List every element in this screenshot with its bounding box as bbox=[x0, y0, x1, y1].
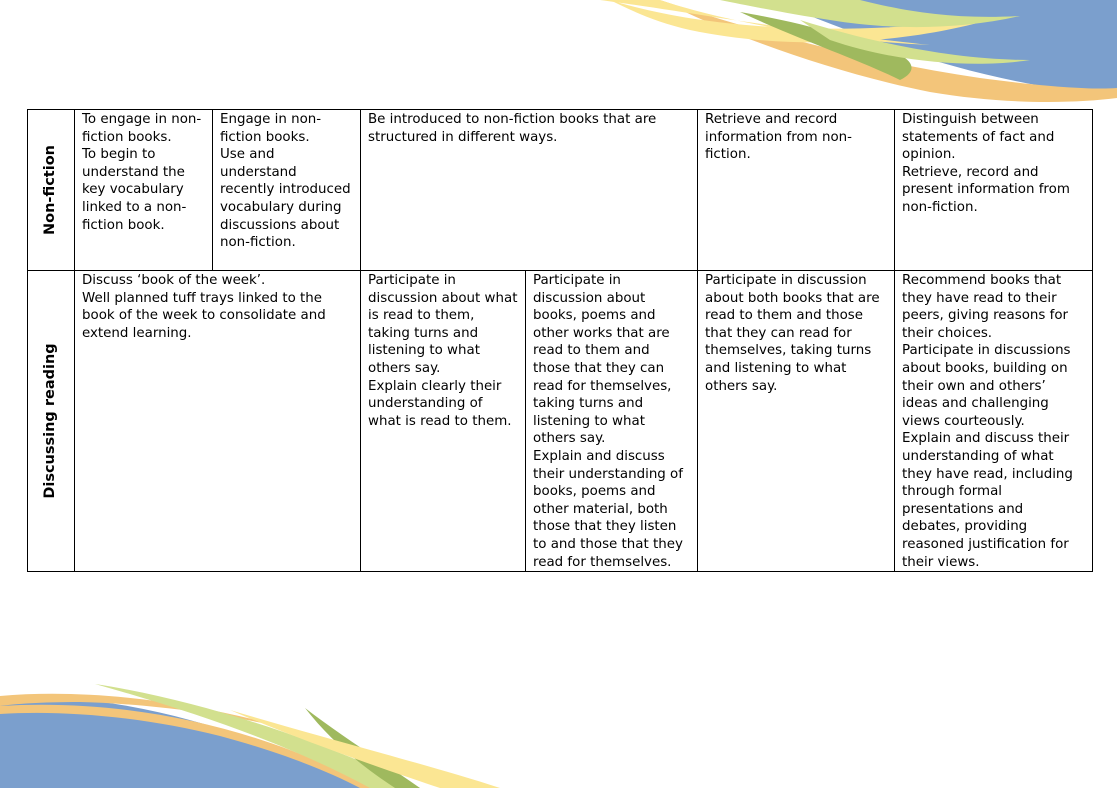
table-cell bbox=[698, 271, 895, 572]
decorative-swoosh-bottom bbox=[0, 680, 520, 788]
table-cell bbox=[361, 271, 526, 572]
decorative-swoosh-top bbox=[600, 0, 1117, 110]
row-label-nonfiction: Non-fiction bbox=[42, 145, 59, 235]
table-row-nonfiction bbox=[28, 110, 1093, 271]
cell-line: Explain and discuss their understanding of books, poems and other material, both those that they listen to and those that they read for themselves. bbox=[533, 448, 683, 570]
table-cell bbox=[526, 271, 698, 572]
table-cell bbox=[895, 271, 1093, 572]
table-row-discussing bbox=[28, 271, 1093, 572]
table-cell bbox=[213, 110, 361, 271]
cell-line: Explain clearly their understanding of what is read to them. bbox=[368, 378, 512, 429]
table-cell bbox=[361, 110, 698, 271]
table-cell bbox=[698, 110, 895, 271]
table-cell bbox=[75, 271, 361, 572]
cell-line: To begin to understand the key vocabulary linked to a non-fiction book. bbox=[82, 147, 187, 233]
cell-line: Participate in discussions about books, building on their own and others’ ideas and challenging views courteously. bbox=[902, 343, 1071, 429]
cell-line: Participate in discussion about books, poems and other works that are read to them and those that they can read for themselves, taking turns and listening to what others say. bbox=[533, 273, 672, 447]
cell-line: Be introduced to non-fiction books that are structured in different ways. bbox=[368, 112, 657, 145]
row-label-discussing: Discussing reading bbox=[42, 343, 59, 499]
cell-line: Distinguish between statements of fact and opinion. bbox=[902, 112, 1055, 163]
cell-line: Use and understand recently introduced vocabulary during discussions about non-fiction. bbox=[220, 147, 351, 251]
cell-line: Discuss ‘book of the week’. bbox=[82, 273, 266, 288]
curriculum-table bbox=[27, 109, 1093, 572]
cell-line: Well planned tuff trays linked to the book of the week to consolidate and extend learning. bbox=[82, 290, 326, 341]
cell-line: Explain and discuss their understanding of what they have read, including through formal presentations and debates, providing reasoned justification for their views. bbox=[902, 431, 1073, 570]
cell-line: Retrieve and record information from non-fiction. bbox=[705, 112, 852, 163]
cell-line: Engage in non-fiction books. bbox=[220, 112, 322, 145]
cell-line: To engage in non-fiction books. bbox=[82, 112, 202, 145]
cell-line: Retrieve, record and present information from non-fiction. bbox=[902, 164, 1070, 215]
row-header-discussing bbox=[28, 271, 75, 572]
cell-line: Participate in discussion about what is read to them, taking turns and listening to what others say. bbox=[368, 273, 518, 376]
row-header-nonfiction bbox=[28, 110, 75, 271]
cell-line: Participate in discussion about both books that are read to them and those that they can read for themselves, taking turns and listening to what others say. bbox=[705, 273, 880, 394]
cell-line: Recommend books that they have read to their peers, giving reasons for their choices. bbox=[902, 273, 1069, 341]
table-cell bbox=[75, 110, 213, 271]
table-cell bbox=[895, 110, 1093, 271]
